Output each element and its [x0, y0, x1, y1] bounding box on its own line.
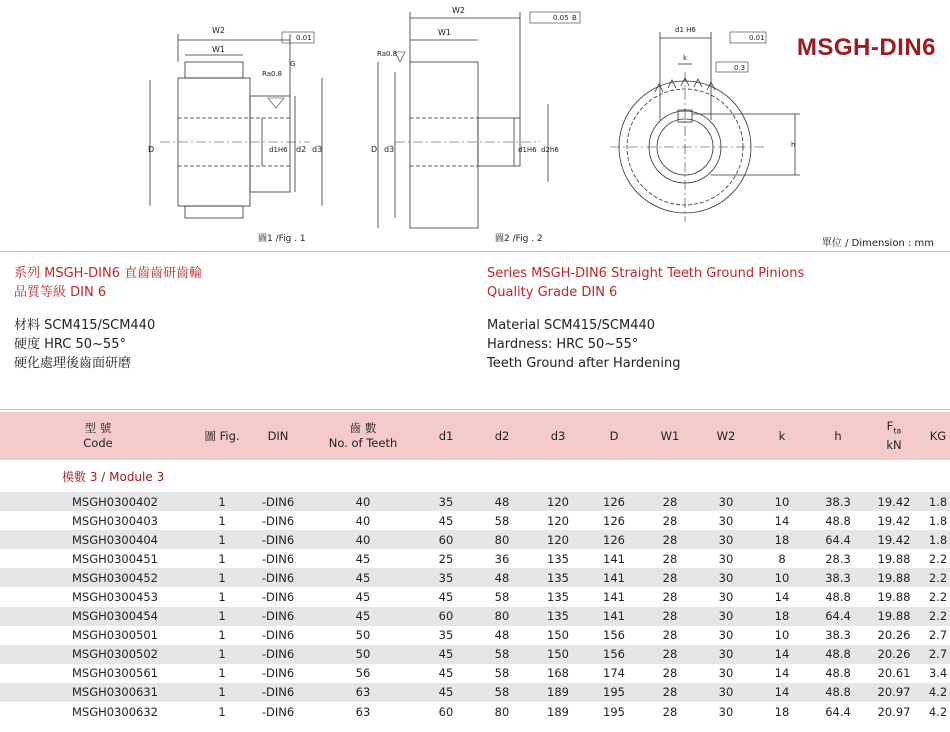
cell-D: 141	[603, 551, 625, 566]
cell-d2: 58	[494, 513, 510, 528]
cell-k: 14	[774, 590, 790, 605]
table-row	[0, 626, 950, 645]
spec-table	[0, 412, 950, 721]
cell-h: 64.4	[825, 704, 851, 719]
cell-din: -DIN6	[261, 628, 295, 643]
spec-en-process: Teeth Ground after Hardening	[487, 356, 681, 371]
cell-d2: 58	[474, 645, 530, 664]
spec-en-quality: Quality Grade DIN 6	[487, 285, 618, 300]
cell-fta: 19.88	[877, 590, 911, 605]
fig3-d1-label: d1 H6	[675, 26, 696, 34]
cell-din: -DIN6	[248, 568, 308, 587]
cell-d2: 58	[474, 683, 530, 702]
cell-k: 10	[754, 568, 810, 587]
cell-fta: 20.97	[866, 683, 922, 702]
cell-W1: 28	[662, 551, 678, 566]
cell-fta: 19.88	[866, 568, 922, 587]
cell-D: 141	[586, 568, 642, 587]
cell-d1: 60	[438, 704, 454, 719]
cell-kg: 1.8	[922, 530, 950, 549]
cell-code: MSGH0300404	[0, 530, 196, 549]
cell-fta: 19.42	[877, 513, 911, 528]
cell-code: MSGH0300454	[0, 607, 196, 626]
cell-fig: 1	[196, 568, 248, 587]
cell-k: 14	[754, 645, 810, 664]
fig2-d3-label: d3	[384, 145, 395, 154]
cell-fta: 20.26	[877, 628, 911, 643]
cell-d3: 150	[547, 628, 569, 643]
cell-code: MSGH0300502	[0, 645, 196, 664]
cell-D: 126	[603, 513, 625, 528]
cell-code: MSGH0300402	[0, 492, 196, 511]
cell-teeth: 50	[308, 645, 418, 664]
cell-D: 126	[586, 530, 642, 549]
fig2-d-label: D	[371, 145, 378, 154]
cell-W2: 30	[718, 513, 734, 528]
table-row	[0, 511, 950, 530]
fig1-d1-label: d1H6	[269, 146, 288, 154]
header-d3: d3	[530, 412, 586, 460]
table-row	[0, 645, 950, 664]
cell-teeth: 45	[355, 551, 371, 566]
cell-k: 18	[754, 530, 810, 549]
spec-zh-quality: 品質等級 DIN 6	[14, 285, 107, 300]
cell-D: 195	[603, 704, 625, 719]
cell-kg: 4.2	[922, 683, 950, 702]
cell-k: 18	[774, 704, 790, 719]
fig3-h-label: h	[791, 141, 796, 149]
cell-d1: 45	[438, 590, 454, 605]
cell-code: MSGH0300632	[72, 704, 158, 719]
cell-fig: 1	[218, 628, 226, 643]
cell-kg: 2.2	[928, 551, 948, 566]
cell-d3: 120	[547, 513, 569, 528]
spec-en-material: Material SCM415/SCM440	[487, 318, 656, 333]
cell-fta: 19.88	[866, 607, 922, 626]
cell-d1: 60	[418, 530, 474, 549]
cell-W1: 28	[662, 704, 678, 719]
spec-zh-material: 材料 SCM415/SCM440	[14, 318, 156, 333]
cell-h: 38.3	[810, 568, 866, 587]
cell-code: MSGH0300452	[0, 568, 196, 587]
table-row	[0, 530, 950, 549]
cell-fig: 1	[196, 492, 248, 511]
cell-kg: 2.2	[928, 590, 948, 605]
cell-d2: 58	[494, 666, 510, 681]
cell-fig: 1	[218, 551, 226, 566]
cell-din: -DIN6	[248, 683, 308, 702]
table-row	[0, 587, 950, 606]
cell-d2: 80	[474, 607, 530, 626]
figure-2-labels	[371, 6, 577, 244]
figure-2-drawing	[378, 12, 580, 228]
module-row	[0, 460, 950, 492]
cell-W2: 30	[698, 492, 754, 511]
figure-3-labels	[675, 26, 795, 149]
cell-din: -DIN6	[261, 551, 295, 566]
header-W2: W2	[698, 412, 754, 460]
cell-h: 48.8	[825, 513, 851, 528]
cell-h: 28.3	[825, 551, 851, 566]
module-label: 模數 3 / Module 3	[62, 469, 165, 484]
cell-d2: 80	[494, 704, 510, 719]
header-d2: d2	[474, 412, 530, 460]
cell-teeth: 45	[355, 590, 371, 605]
cell-teeth: 40	[308, 492, 418, 511]
cell-d2: 80	[474, 530, 530, 549]
cell-fig: 1	[196, 607, 248, 626]
cell-k: 8	[778, 551, 786, 566]
cell-W2: 30	[698, 645, 754, 664]
header-W1: W1	[642, 412, 698, 460]
table-header-row	[0, 412, 950, 460]
cell-fig: 1	[218, 666, 226, 681]
table-row	[0, 568, 950, 587]
cell-W2: 30	[718, 704, 734, 719]
cell-fta: 19.42	[866, 492, 922, 511]
cell-din: -DIN6	[248, 645, 308, 664]
cell-fta: 20.61	[877, 666, 911, 681]
fig2-d1-label: d1H6	[518, 146, 537, 154]
unit-note: 單位 / Dimension : mm	[821, 238, 934, 249]
cell-d3: 189	[530, 683, 586, 702]
fig1-roughness-label: Ra0.8	[262, 70, 283, 78]
cell-W2: 30	[698, 568, 754, 587]
cell-W2: 30	[698, 607, 754, 626]
fig1-w2-label: W2	[212, 26, 225, 35]
cell-code: MSGH0300561	[72, 666, 158, 681]
cell-d1: 45	[438, 513, 454, 528]
cell-h: 48.8	[825, 590, 851, 605]
cell-kg: 1.8	[922, 492, 950, 511]
cell-W1: 28	[662, 628, 678, 643]
figure-1-labels	[148, 26, 322, 244]
cell-d3: 168	[547, 666, 569, 681]
cell-d3: 135	[547, 590, 569, 605]
cell-fig: 1	[218, 513, 226, 528]
table-row	[0, 664, 950, 683]
table-row	[0, 549, 950, 568]
cell-fta: 20.97	[877, 704, 911, 719]
cell-d2: 48	[474, 568, 530, 587]
fig2-d2-label: d2h6	[541, 146, 559, 154]
cell-W1: 28	[642, 607, 698, 626]
header-fig: 圖 Fig.	[196, 412, 248, 460]
cell-din: -DIN6	[248, 607, 308, 626]
cell-fig: 1	[196, 645, 248, 664]
cell-d1: 45	[418, 645, 474, 664]
cell-din: -DIN6	[261, 590, 295, 605]
cell-kg: 2.7	[922, 645, 950, 664]
cell-kg: 2.2	[922, 607, 950, 626]
cell-h: 48.8	[825, 666, 851, 681]
cell-code: MSGH0300453	[72, 590, 158, 605]
cell-d1: 35	[418, 568, 474, 587]
fig2-roughness-label: Ra0.8	[377, 50, 398, 58]
page-title: MSGH-DIN6	[796, 34, 936, 61]
header-code: 型 號 Code	[0, 412, 196, 460]
cell-d2: 48	[474, 492, 530, 511]
cell-d2: 36	[494, 551, 510, 566]
fig1-d3-label: d3	[312, 145, 323, 154]
cell-W1: 28	[642, 683, 698, 702]
spec-english	[487, 264, 804, 373]
cell-W1: 28	[662, 590, 678, 605]
fig1-d-label: D	[148, 145, 155, 154]
fig1-g-label: G	[290, 60, 296, 68]
cell-h: 38.3	[810, 492, 866, 511]
spec-zh-hardness: 硬度 HRC 50~55°	[14, 337, 126, 352]
spec-zh-process: 硬化處理後齒面研磨	[14, 356, 132, 371]
fig2-caption: 圖2 /Fig . 2	[495, 234, 543, 244]
cell-D: 156	[586, 645, 642, 664]
header-kg: KG	[922, 412, 950, 460]
cell-teeth: 50	[355, 628, 371, 643]
cell-d3: 150	[530, 645, 586, 664]
cell-d1: 60	[418, 607, 474, 626]
cell-W2: 30	[718, 590, 734, 605]
cell-D: 156	[603, 628, 625, 643]
cell-kg: 4.2	[928, 704, 948, 719]
table-row	[0, 607, 950, 626]
divider-table	[0, 409, 950, 410]
fig3-k-label: k	[683, 54, 688, 62]
cell-d3: 120	[530, 492, 586, 511]
cell-fta: 19.88	[877, 551, 911, 566]
cell-W2: 30	[718, 628, 734, 643]
cell-D: 195	[586, 683, 642, 702]
cell-W1: 28	[642, 645, 698, 664]
cell-d1: 25	[438, 551, 454, 566]
cell-d1: 35	[438, 628, 454, 643]
cell-fig: 1	[218, 704, 226, 719]
divider-top	[0, 251, 950, 252]
cell-teeth: 56	[355, 666, 371, 681]
spec-en-series: Series MSGH-DIN6 Straight Teeth Ground Pinions	[487, 266, 805, 281]
cell-fig: 1	[218, 590, 226, 605]
cell-D: 141	[603, 590, 625, 605]
cell-W1: 28	[662, 513, 678, 528]
header-D: D	[586, 412, 642, 460]
cell-k: 18	[754, 607, 810, 626]
cell-k: 14	[754, 683, 810, 702]
cell-fta: 20.26	[866, 645, 922, 664]
cell-teeth: 40	[308, 530, 418, 549]
cell-W1: 28	[662, 666, 678, 681]
cell-code: MSGH0300631	[0, 683, 196, 702]
cell-D: 141	[586, 607, 642, 626]
cell-d1: 45	[418, 683, 474, 702]
cell-h: 48.8	[810, 683, 866, 702]
header-d1: d1	[418, 412, 474, 460]
fig1-tolerance-label: 0.01	[296, 34, 312, 42]
cell-kg: 2.7	[928, 628, 948, 643]
cell-d1: 45	[438, 666, 454, 681]
figure-1-drawing	[150, 32, 322, 218]
cell-code: MSGH0300501	[72, 628, 158, 643]
cell-W1: 28	[642, 568, 698, 587]
cell-code: MSGH0300451	[72, 551, 158, 566]
fig2-reference-label: B	[572, 14, 577, 22]
cell-d3: 135	[547, 551, 569, 566]
cell-W2: 30	[698, 683, 754, 702]
header-din: DIN	[248, 412, 308, 460]
spec-chinese	[14, 264, 202, 373]
fig2-w2-label: W2	[452, 6, 465, 15]
cell-d1: 35	[418, 492, 474, 511]
fig1-caption: 圖1 /Fig . 1	[258, 234, 306, 244]
cell-fta: 19.42	[866, 530, 922, 549]
cell-fig: 1	[196, 530, 248, 549]
cell-kg: 1.8	[928, 513, 948, 528]
fig1-d2-label: d2	[296, 145, 307, 154]
cell-W1: 28	[642, 492, 698, 511]
cell-k: 10	[774, 628, 790, 643]
cell-d3: 189	[547, 704, 569, 719]
cell-din: -DIN6	[248, 492, 308, 511]
cell-din: -DIN6	[261, 666, 295, 681]
cell-teeth: 45	[308, 607, 418, 626]
header-h: h	[810, 412, 866, 460]
fig1-w1-label: W1	[212, 45, 225, 54]
header-fta: $F_{ta}$ kN	[866, 412, 922, 460]
cell-h: 64.4	[810, 530, 866, 549]
cell-h: 64.4	[810, 607, 866, 626]
cell-d3: 135	[530, 607, 586, 626]
cell-kg: 3.4	[928, 666, 948, 681]
figure-3-drawing	[610, 32, 800, 222]
cell-h: 48.8	[810, 645, 866, 664]
cell-din: -DIN6	[248, 530, 308, 549]
cell-D: 174	[603, 666, 625, 681]
cell-teeth: 63	[308, 683, 418, 702]
cell-kg: 2.2	[922, 568, 950, 587]
table-row	[0, 702, 950, 721]
cell-D: 126	[586, 492, 642, 511]
cell-code: MSGH0300403	[72, 513, 158, 528]
cell-W1: 28	[642, 530, 698, 549]
cell-k: 10	[754, 492, 810, 511]
table-row	[0, 492, 950, 511]
header-teeth: 齒 數 No. of Teeth	[308, 412, 418, 460]
cell-d2: 48	[494, 628, 510, 643]
spec-table-wrapper	[0, 412, 950, 721]
cell-d2: 58	[494, 590, 510, 605]
cell-d3: 135	[530, 568, 586, 587]
fig3-symmetry-label: 0.3	[734, 64, 746, 72]
cell-d3: 120	[530, 530, 586, 549]
cell-din: -DIN6	[261, 513, 295, 528]
table-row	[0, 683, 950, 702]
cell-fig: 1	[196, 683, 248, 702]
fig3-tolerance-label: 0.01	[749, 34, 765, 42]
cell-k: 14	[774, 666, 790, 681]
cell-teeth: 40	[355, 513, 371, 528]
fig2-tolerance-label: 0.05	[553, 14, 569, 22]
cell-din: -DIN6	[261, 704, 295, 719]
cell-W2: 30	[718, 666, 734, 681]
cell-h: 38.3	[825, 628, 851, 643]
cell-W2: 30	[698, 530, 754, 549]
cell-k: 14	[774, 513, 790, 528]
cell-W2: 30	[718, 551, 734, 566]
fig2-w1-label: W1	[438, 28, 451, 37]
header-k: k	[754, 412, 810, 460]
cell-teeth: 45	[308, 568, 418, 587]
spec-en-hardness: Hardness: HRC 50~55°	[487, 337, 639, 352]
cell-teeth: 63	[355, 704, 371, 719]
spec-zh-series: 系列 MSGH-DIN6 直齒齒研齒輪	[14, 266, 203, 281]
